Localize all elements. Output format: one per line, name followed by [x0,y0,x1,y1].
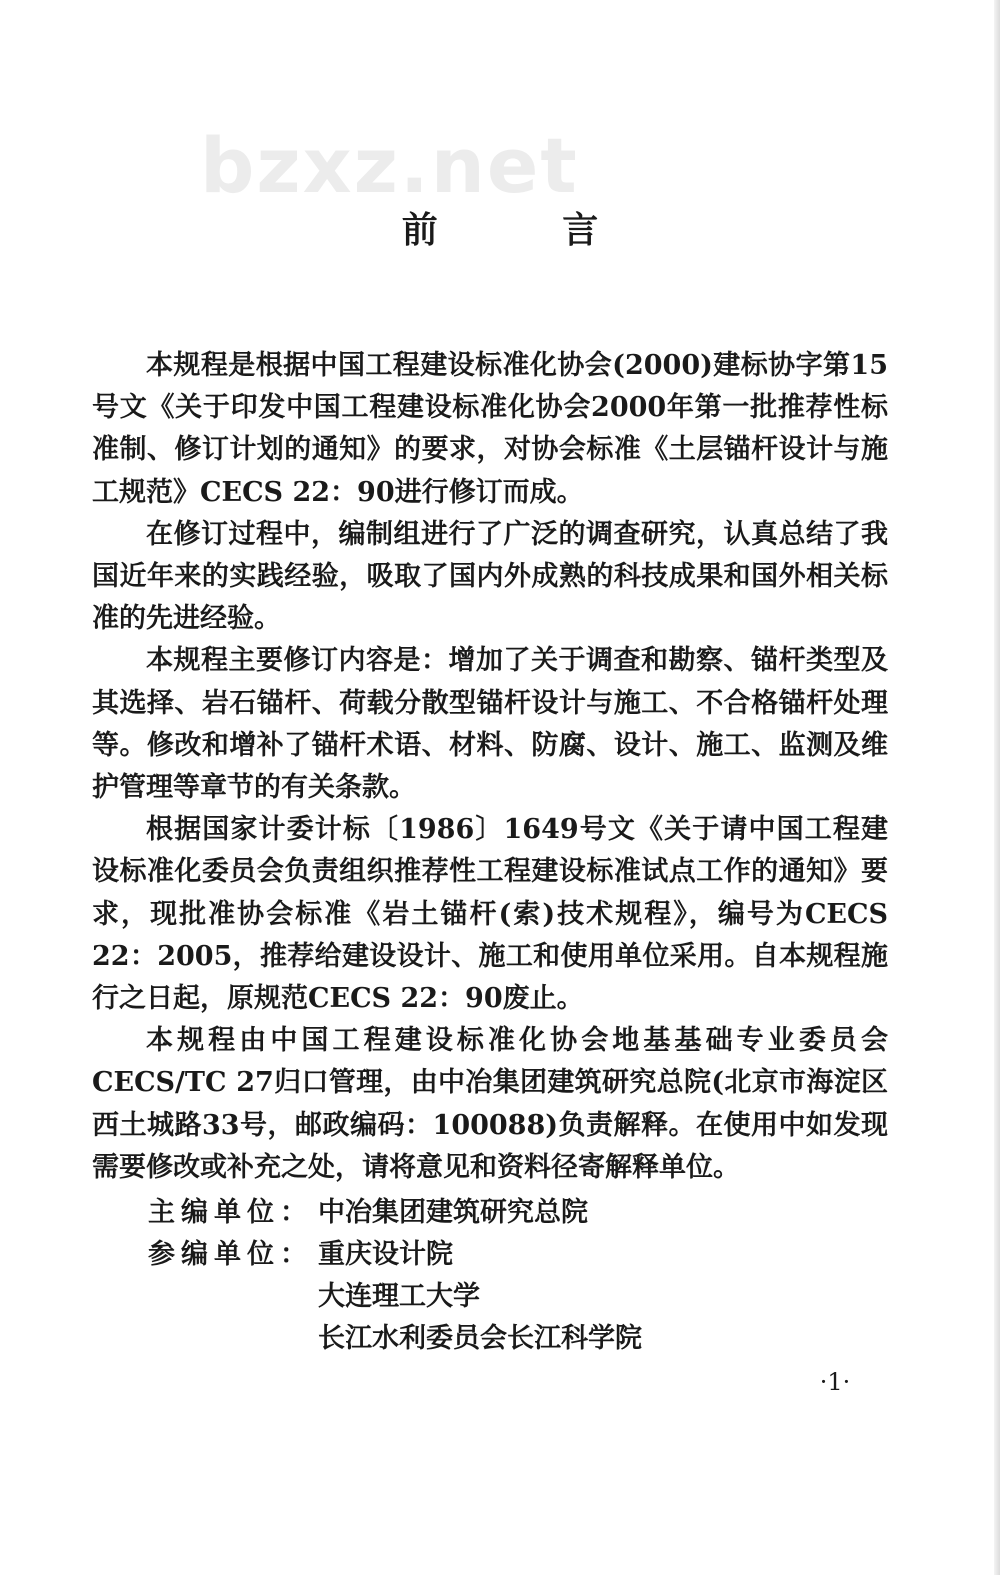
watermark: bzxz.net [200,121,579,210]
preface-body [92,345,888,1189]
participant-units [318,1234,642,1360]
paragraph: 本规程主要修订内容是：增加了关于调查和勘察、锚杆类型及其选择、岩石锚杆、荷载分散型锚杆设计与施工、不合格锚杆处理等。修改和增补了锚杆术语、材料、防腐、设计、施工、监测及维护管理等章节的有关条款。 [92,645,888,804]
participant-unit: 长江水利委员会长江科学院 [318,1323,642,1354]
paragraph: 在修订过程中，编制组进行了广泛的调查研究，认真总结了我国近年来的实践经验，吸取了国内外成熟的科技成果和国外相关标准的先进经验。 [92,518,888,635]
participant-row [148,1234,642,1360]
chief-editor-row [148,1192,642,1234]
participant-unit: 大连理工大学 [318,1281,480,1312]
page-number: ·1· [819,1368,851,1396]
paragraph: 本规程是根据中国工程建设标准化协会(2000)建标协字第15号文《关于印发中国工程建设标准化协会2000年第一批推荐性标准制、修订计划的通知》的要求，对协会标准《土层锚杆设计与施工规范》CECS 22：90进行修订而成。 [92,350,888,508]
paragraph: 本规程由中国工程建设标准化协会地基基础专业委员会CECS/TC 27归口管理，由中冶集团建筑研究总院(北京市海淀区西土城路33号，邮政编码：100088)负责解释。在使用中如发现需要修改或补充之处，请将意见和资料径寄解释单位。 [92,1025,888,1183]
participant-unit: 重庆设计院 [318,1239,453,1270]
paragraph: 根据国家计委计标〔1986〕1649号文《关于请中国工程建设标准化委员会负责组织推荐性工程建设标准试点工作的通知》要求，现批准协会标准《岩土锚杆(索)技术规程》，编号为CECS 22：2005，推荐给建设设计、施工和使用单位采用。自本规程施行之日起，原规范CECS 22：90废止。 [92,814,888,1015]
chief-editor-unit: 中冶集团建筑研究总院 [318,1197,588,1228]
credits-block [148,1192,642,1360]
chief-editor-label: 主编单位： [148,1197,313,1228]
page-title: 前 言 [401,209,655,251]
participant-label: 参编单位： [148,1239,313,1270]
